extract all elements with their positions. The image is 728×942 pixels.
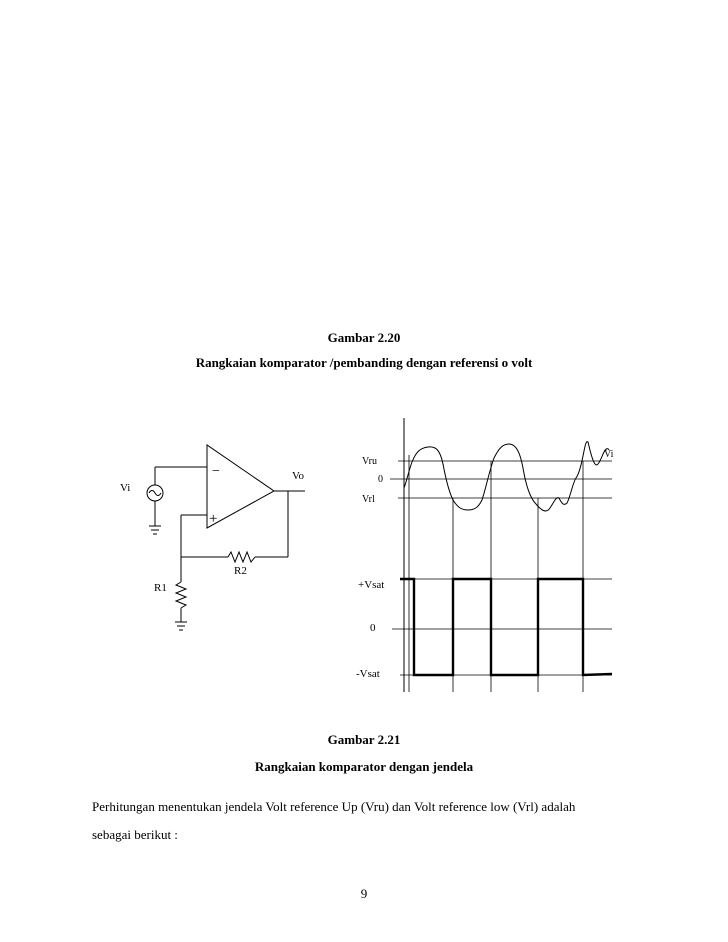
body-paragraph-line-2: sebagai berikut : — [92, 827, 178, 842]
waveform-plot — [390, 418, 612, 692]
plus-sign: + — [209, 511, 218, 527]
page-number: 9 — [360, 886, 368, 901]
figure-2-20-title: Gambar 2.20 — [327, 330, 401, 345]
pvsat-label: +Vsat — [358, 579, 385, 591]
comparator-circuit — [147, 445, 305, 630]
vo-square-wave — [400, 579, 612, 675]
r1-resistor-icon — [176, 582, 186, 608]
figure-2-21-diagram — [0, 400, 728, 700]
minus-sign: − — [212, 464, 220, 479]
figure-2-21-caption: Rangkaian komparator dengan jendela — [254, 759, 474, 774]
figure-2-21-title: Gambar 2.21 — [327, 732, 401, 747]
zero-top-label: 0 — [378, 474, 383, 485]
waveform-vi-label: Vi — [604, 449, 614, 460]
circuit-vo-label: Vo — [292, 470, 305, 482]
vi-waveform — [404, 442, 609, 511]
zero-bottom-label: 0 — [370, 622, 376, 634]
r2-resistor-icon — [228, 552, 255, 562]
nvsat-label: -Vsat — [356, 668, 380, 680]
body-paragraph-line-1: Perhitungan menentukan jendela Volt reference Up (Vru) dan Volt reference low (Vrl) adalah — [92, 799, 576, 814]
circuit-vi-label: Vi — [120, 482, 131, 494]
vrl-label: Vrl — [362, 494, 375, 505]
r1-label: R1 — [154, 582, 167, 594]
r2-label: R2 — [234, 565, 247, 577]
vru-label: Vru — [362, 456, 377, 467]
figure-2-20-caption: Rangkaian komparator /pembanding dengan referensi o volt — [195, 355, 533, 370]
